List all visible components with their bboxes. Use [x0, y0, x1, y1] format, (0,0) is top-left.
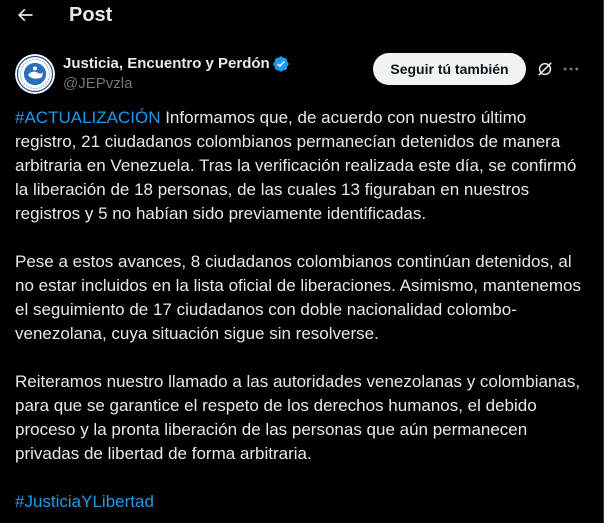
avatar[interactable] — [15, 54, 55, 94]
post-paragraph-2: Pese a estos avances, 8 ciudadanos colombianos continúan detenidos, al no estar incluidos en la lista oficial de liberaciones. Asimismo, mantenemos el seguimiento de 17 ciudadanos con doble nacionalidad colombo-venezolana, cuya situación sigue sin resolverse. — [15, 252, 581, 343]
grok-icon[interactable] — [535, 59, 555, 79]
post-paragraph-1 — [15, 106, 585, 226]
hashtag-justiciaylibertad[interactable]: #JusticiaYLibertad — [15, 492, 154, 511]
hashtag-actualizacion[interactable]: #ACTUALIZACIÓN — [15, 108, 161, 127]
post-text — [15, 106, 585, 514]
post-paragraph-4 — [15, 490, 585, 514]
author-name[interactable]: Justicia, Encuentro y Perdón — [63, 55, 270, 72]
paragraph-1-text: Informamos que, de acuerdo con nuestro último registro, 21 ciudadanos colombianos permanecían detenidos de manera arbitraria en Venezuela. Tras la verificación realizada este día, se confirmó la liberación de 18 personas, de las cuales 13 figuraban en nuestros registros y 5 no habían sido previamente identificadas. — [15, 108, 577, 223]
verified-badge-icon — [272, 55, 290, 73]
back-button[interactable] — [8, 0, 42, 32]
page-title: Post — [69, 4, 113, 26]
more-options-icon[interactable] — [561, 59, 581, 79]
post-paragraph-3: Reiteramos nuestro llamado a las autoridades venezolanas y colombianas, para que se garantice el respeto de los derechos humanos, el debido proceso y la pronta liberación de las personas que aún permanecen privadas de libertad de forma arbitraria. — [15, 372, 581, 463]
author-handle[interactable]: @JEPvzla — [63, 75, 133, 92]
arrow-left-icon — [15, 5, 35, 25]
organization-logo-avatar — [15, 54, 55, 94]
follow-button[interactable]: Seguir tú también — [373, 53, 526, 85]
top-bar — [0, 0, 603, 32]
